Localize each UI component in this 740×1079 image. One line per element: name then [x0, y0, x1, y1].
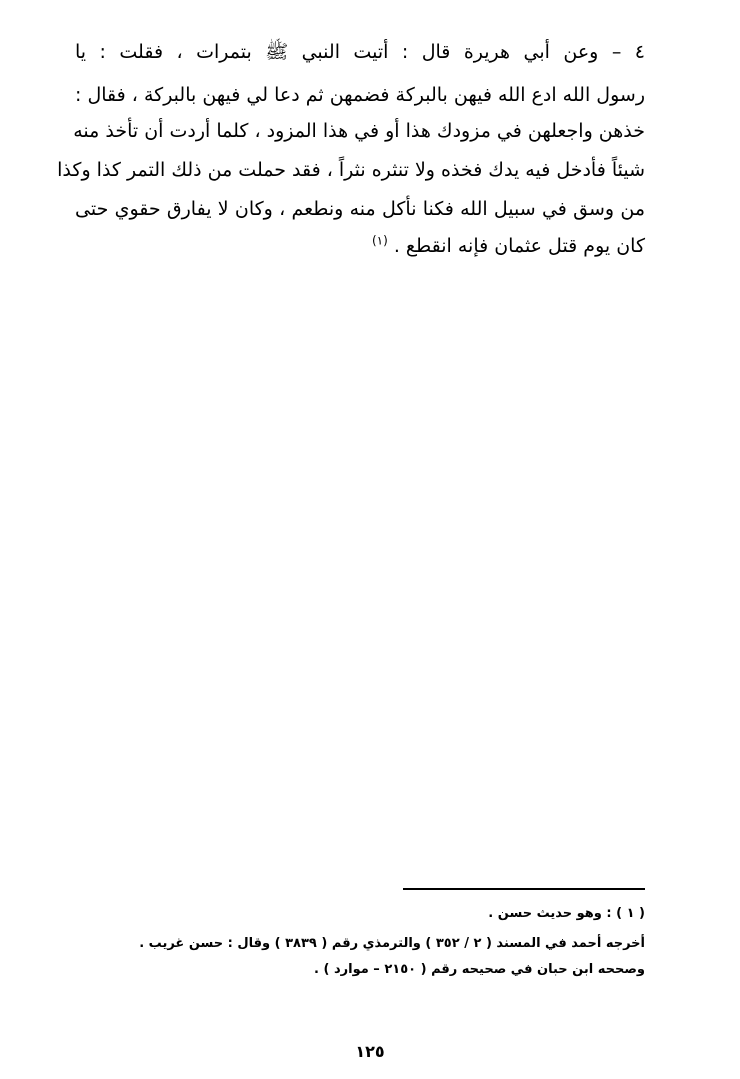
footnote-line-2: أخرجه أحمد في المسند ( ٢ / ٣٥٢ ) والترمذي رقم ( ٣٨٣٩ ) وقال : حسن غريب . — [139, 936, 645, 951]
hadith-line-2: رسول الله ادع الله فيهن بالبركة فضمهن ثم دعا لي فيهن بالبركة ، فقال : — [75, 84, 645, 106]
hadith-line-5: من وسق في سبيل الله فكنا نأكل منه ونطعم ، وكان لا يفارق حقوي حتى — [75, 198, 645, 220]
footnote-line-3: وصححه ابن حبان في صحيحه رقم ( ٢١٥٠ – موارد ) . — [314, 962, 645, 977]
hadith-line-6-text: كان يوم قتل عثمان فإنه انقطع . — [393, 235, 645, 257]
footnote-line-1: ( ١ ) : وهو حديث حسن . — [488, 906, 645, 921]
hadith-line-1: ٤ – وعن أبي هريرة قال : أتيت النبي ﷺ بتمرات ، فقلت : يا — [75, 41, 645, 63]
hadith-line-4: شيئاً فأدخل فيه يدك فخذه ولا تنثره نثراً ، فقد حملت من ذلك التمر كذا وكذا — [57, 159, 645, 181]
page-number: ١٢٥ — [355, 1042, 385, 1061]
footnote-separator — [403, 888, 645, 890]
hadith-line-3: خذهن واجعلهن في مزودك هذا أو في هذا المزود ، كلما أردت أن تأخذ منه — [73, 120, 645, 142]
hadith-line-6 — [75, 234, 645, 258]
footnote-reference: (١) — [371, 233, 388, 248]
